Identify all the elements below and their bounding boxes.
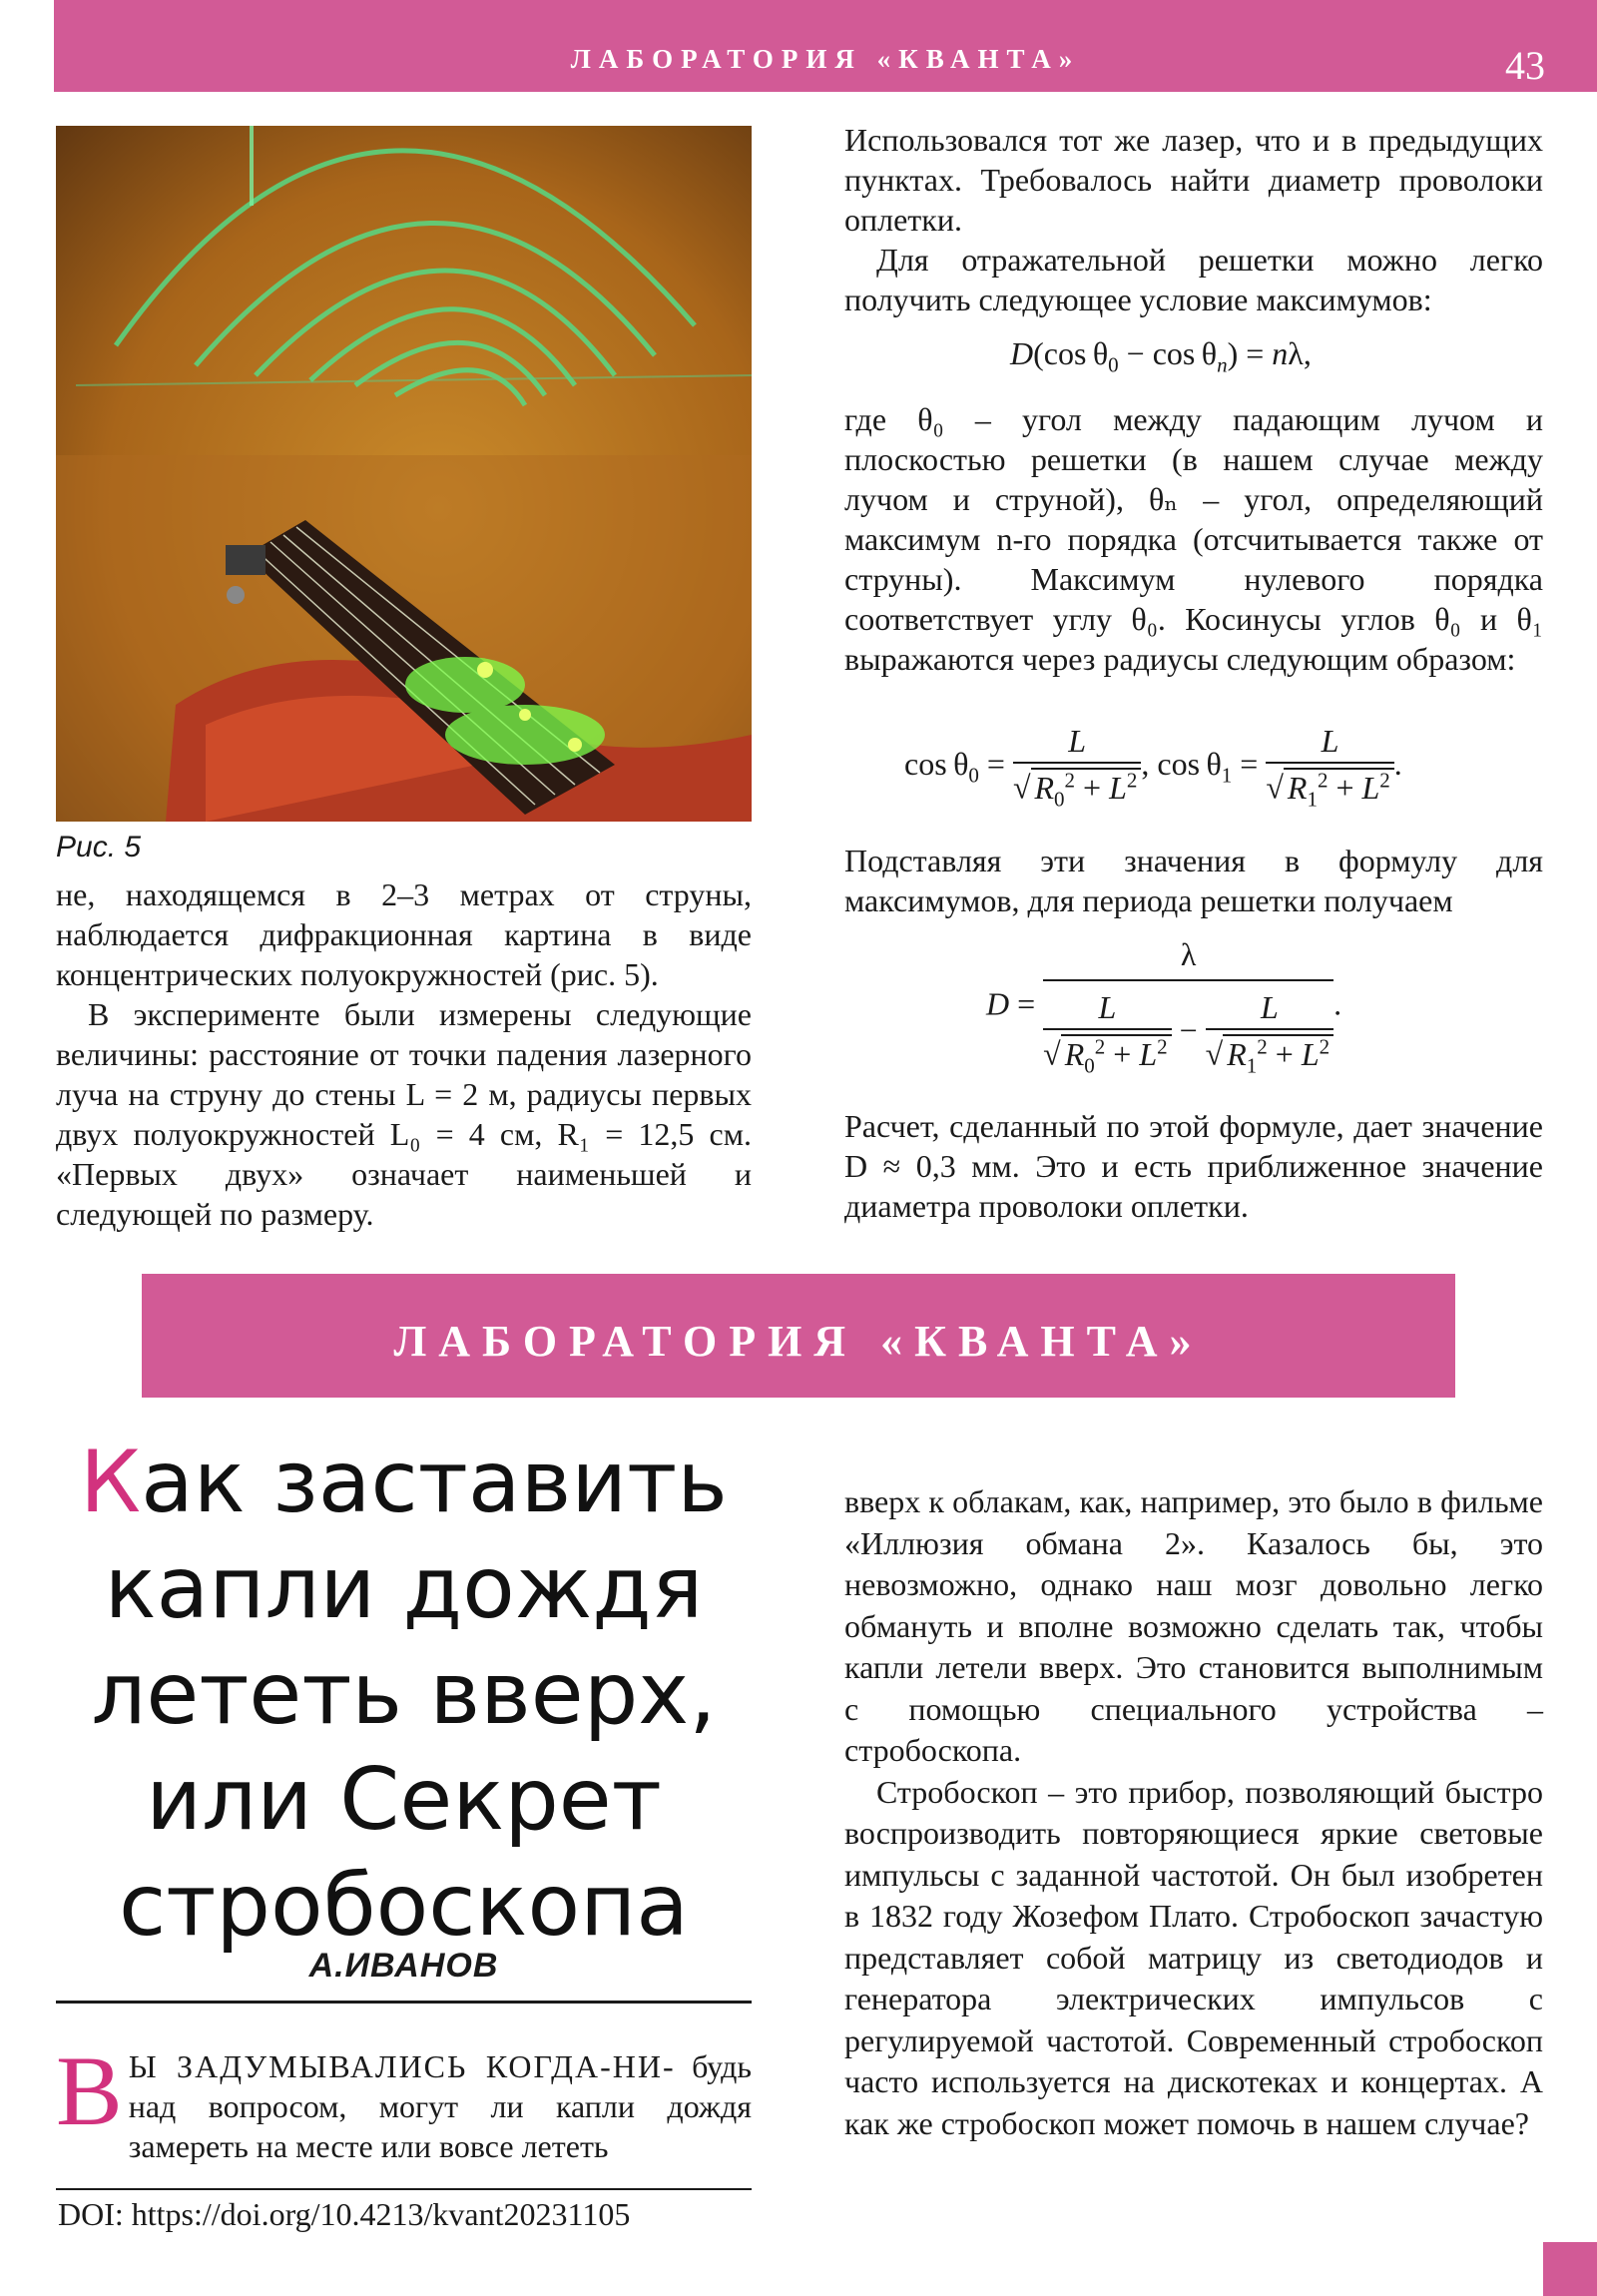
paragraph: где θ₀ – угол между падающим лучом и плоскостью решетки (в нашем случае между лучом и струной), θₙ – угол, определяющий максимум n-го порядка (отсчитывается также от струны). Максимум нулевого порядка соответствует углу θ₀. Косинусы углов θ₀ и θ₁ выражаются через радиусы следующим образом: <box>844 401 1543 677</box>
title-line: капли дождя <box>104 1538 704 1638</box>
right-column-text-bottom <box>844 1106 1543 1226</box>
paragraph: Для отражательной решетки можно легко получить следующее условие максимумов: <box>844 242 1543 317</box>
article-right-column <box>844 1481 1543 2144</box>
right-column-text-mid <box>844 399 1543 679</box>
right-column-text-top <box>844 120 1543 319</box>
right-column-text-mid2 <box>844 841 1543 920</box>
section-title: ЛАБОРАТОРИЯ «КВАНТА» <box>570 44 1081 74</box>
lead-paragraph <box>56 2035 752 2166</box>
drop-cap: В <box>56 2035 123 2146</box>
figure-caption: Рис. 5 <box>56 831 142 863</box>
left-column-text <box>56 874 752 1234</box>
title-line: стробоскопа <box>118 1856 689 1956</box>
formula-period: D = λ $\frac{L}{√ R_0^2 + L^2}$ − $\frac{L}{√ R_1^2 + L^2}$ . <box>986 936 1342 1078</box>
formula-maxima: D(cos $\theta_0 - \cos \theta_n) = n\lambda$, <box>1010 335 1312 377</box>
title-line: лететь вверх, <box>91 1644 717 1744</box>
doi-rule <box>56 2188 752 2190</box>
paragraph: вверх к облакам, как, например, это было в фильме «Иллюзия обмана 2». Казалось бы, это невозможно, однако наш мозг довольно легко обмануть и вполне возможно сделать так, чтобы капли летели вверх. Это становится выполнимым с помощью специального устройства – стробоскопа. <box>844 1483 1543 1768</box>
doi-link[interactable]: DOI: https://doi.org/10.4213/kvant20231105 <box>58 2196 631 2232</box>
guitar-laser-photo <box>56 126 752 822</box>
section-band <box>142 1274 1455 1398</box>
title-first-letter: К <box>80 1433 142 1532</box>
paragraph: Подставляя эти значения в формулу для максимумов, для периода решетки получаем <box>844 843 1543 918</box>
formula-cosines: $\cos \theta_0$ = $\frac{L}{√ R_0^2 + L^2}$ , $\cos \theta_1$ = $\frac{L}{√ R_1^2 + L^2}$ . <box>904 723 1402 812</box>
article-title <box>56 1430 752 1959</box>
page-number: 43 <box>1505 43 1545 88</box>
title-line-rest: ак заставить <box>141 1433 728 1532</box>
paragraph: не, находящемся в 2–3 метрах от струны, наблюдается дифракционная картина в виде концентрических полуокружностей (рис. 5). <box>56 876 752 992</box>
paragraph: В эксперименте были измерены следующие величины: расстояние от точки падения лазерного луча на струну до стены L = 2 м, радиусы первых двух полуокружностей L₀ = 4 см, R₁ = 12,5 см. «Первых двух» означает наименьшей и следующей по размеру. <box>56 996 752 1232</box>
lead-caps: Ы ЗАДУМЫВАЛИСЬ КОГДА-НИ- <box>128 2048 676 2084</box>
lead-rest: будь над вопросом, могут ли капли дождя замереть на месте или вовсе лететь <box>128 2048 752 2164</box>
title-line <box>56 1430 752 1535</box>
band-title: ЛАБОРАТОРИЯ «КВАНТА» <box>393 1317 1204 1366</box>
author-rule <box>56 2001 752 2004</box>
paragraph: Стробоскоп – это прибор, позволяющий быстро воспроизводить повторяющиеся яркие световые импульсы с заданной частотой. Он был изобретен в 1832 году Жозефом Плато. Стробоскоп зачастую представляет собой матрицу из светодиодов и генератора электрических импульсов с регулируемой частотой. Современный стробоскоп часто используется на дискотеках и концертах. А как же стробоскоп может помочь в нашем случае? <box>844 1773 1543 2141</box>
corner-mark <box>1543 2242 1597 2296</box>
article-author: А.ИВАНОВ <box>308 1947 499 1985</box>
page-header <box>54 0 1597 92</box>
title-line: или Секрет <box>146 1750 662 1850</box>
paragraph: Использовался тот же лазер, что и в предыдущих пунктах. Требовалось найти диаметр проволоки оплетки. <box>844 122 1543 238</box>
paragraph: Расчет, сделанный по этой формуле, дает значение D ≈ 0,3 мм. Это и есть приближенное значение диаметра проволоки оплетки. <box>844 1108 1543 1224</box>
